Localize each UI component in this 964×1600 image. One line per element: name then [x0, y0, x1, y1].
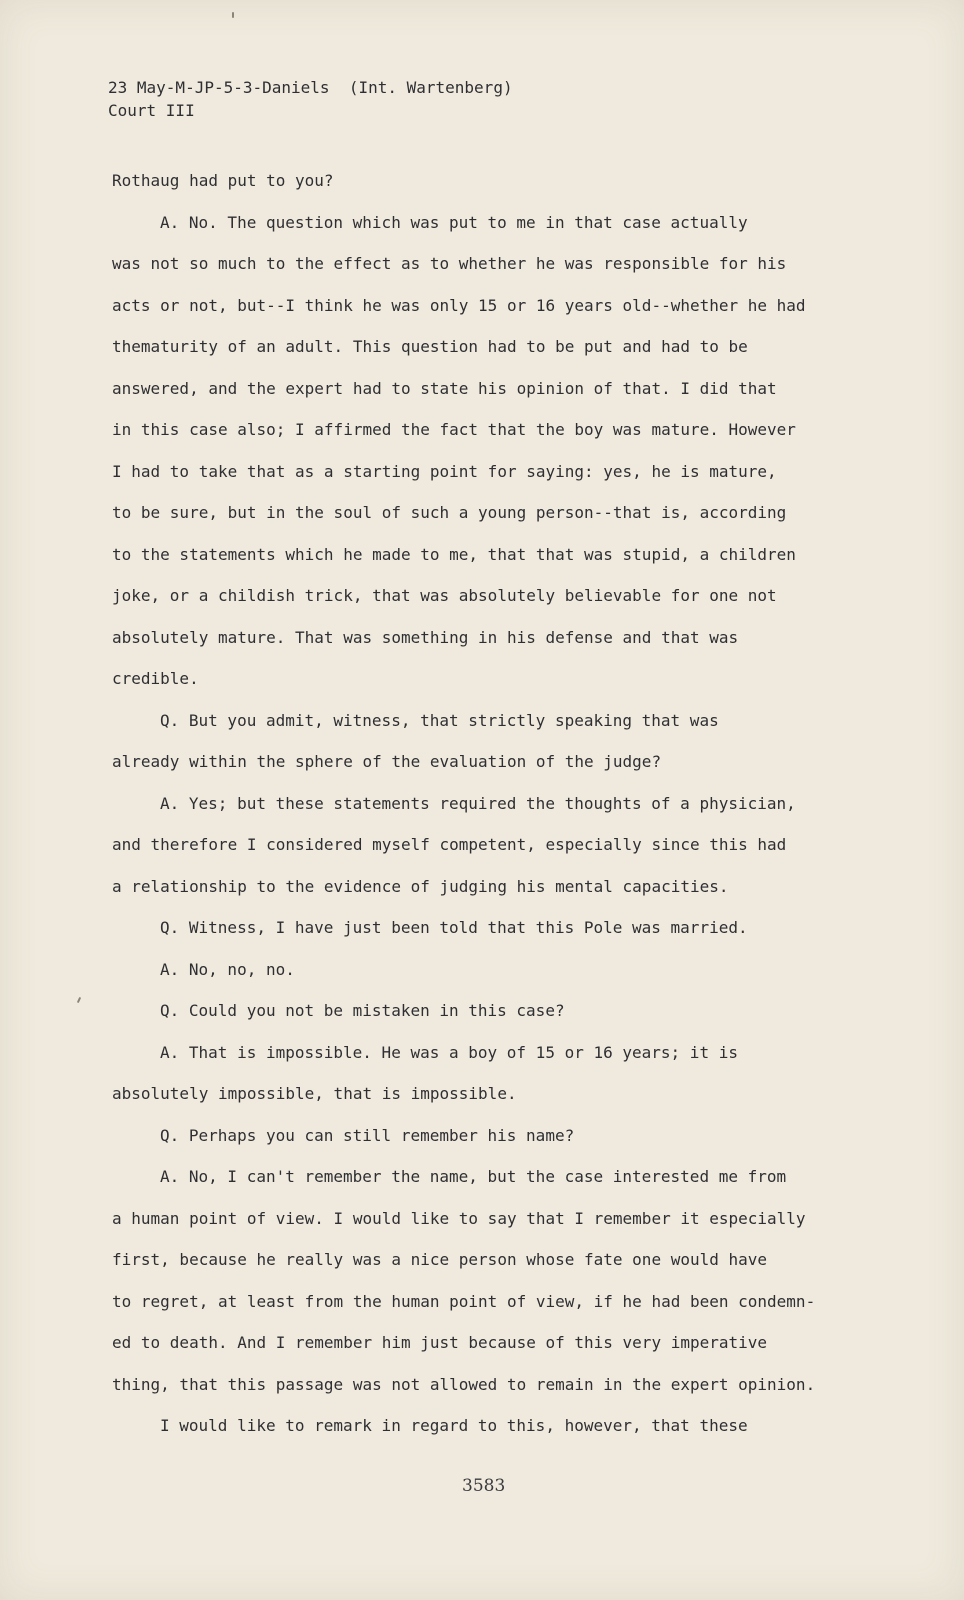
text-line: joke, or a childish trick, that was absolutely believable for one not — [112, 586, 777, 605]
text-line: first, because he really was a nice person whose fate one would have — [112, 1250, 768, 1269]
text-line: a human point of view. I would like to say that I remember it especially — [112, 1208, 806, 1228]
text-line: Rothaug had put to you? — [112, 171, 334, 190]
text-line: ed to death. And I remember him just because of this very imperative — [112, 1333, 768, 1352]
text-line: in this case also; I affirmed the fact that the boy was mature. However — [112, 420, 796, 439]
transcript-body — [112, 160, 872, 1447]
text-line: A. No. The question which was put to me in that case actually — [160, 212, 748, 232]
header-line-2: Court III — [108, 101, 195, 120]
paper-speck — [232, 12, 234, 18]
text-line: a relationship to the evidence of judging his mental capacities. — [112, 876, 729, 896]
text-line: thing, that this passage was not allowed to remain in the expert opinion. — [112, 1374, 816, 1394]
text-line: A. No, no, no. — [160, 959, 295, 979]
text-line: was not so much to the effect as to whether he was responsible for his — [112, 254, 787, 273]
text-line: I would like to remark in regard to this, however, that these — [160, 1416, 748, 1435]
text-line: Q. But you admit, witness, that strictly speaking that was — [160, 710, 719, 730]
text-line: A. No, I can't remember the name, but the case interested me from — [160, 1167, 787, 1186]
text-line: to the statements which he made to me, that that was stupid, a children — [112, 544, 796, 564]
text-line: to regret, at least from the human point of view, if he had been condemn- — [112, 1291, 816, 1311]
text-line: credible. — [112, 669, 199, 688]
text-line: acts or not, but--I think he was only 15 or 16 years old--whether he had — [112, 295, 806, 315]
text-line: A. That is impossible. He was a boy of 15 or 16 years; it is — [160, 1042, 738, 1062]
text-line: absolutely impossible, that is impossible. — [112, 1084, 517, 1103]
text-line: thematurity of an adult. This question had to be put and had to be — [112, 337, 748, 356]
text-line: and therefore I considered myself competent, especially since this had — [112, 835, 787, 854]
paper-speck — [77, 997, 81, 1003]
page-number: 3583 — [462, 1476, 506, 1496]
text-line: I had to take that as a starting point for saying: yes, he is mature, — [112, 461, 777, 481]
text-line: Q. Could you not be mistaken in this case? — [160, 1001, 565, 1020]
text-line: answered, and the expert had to state his opinion of that. I did that — [112, 378, 777, 398]
text-line: Q. Witness, I have just been told that this Pole was married. — [160, 918, 748, 937]
text-line: absolutely mature. That was something in his defense and that was — [112, 627, 739, 647]
document-header — [108, 76, 513, 122]
header-line-1: 23 May-M-JP-5-3-Daniels (Int. Wartenberg) — [108, 78, 513, 97]
text-line: to be sure, but in the soul of such a young person--that is, according — [112, 503, 787, 522]
text-line: A. Yes; but these statements required the thoughts of a physician, — [160, 793, 796, 813]
text-line: already within the sphere of the evaluation of the judge? — [112, 752, 662, 771]
text-line: Q. Perhaps you can still remember his name? — [160, 1125, 575, 1145]
